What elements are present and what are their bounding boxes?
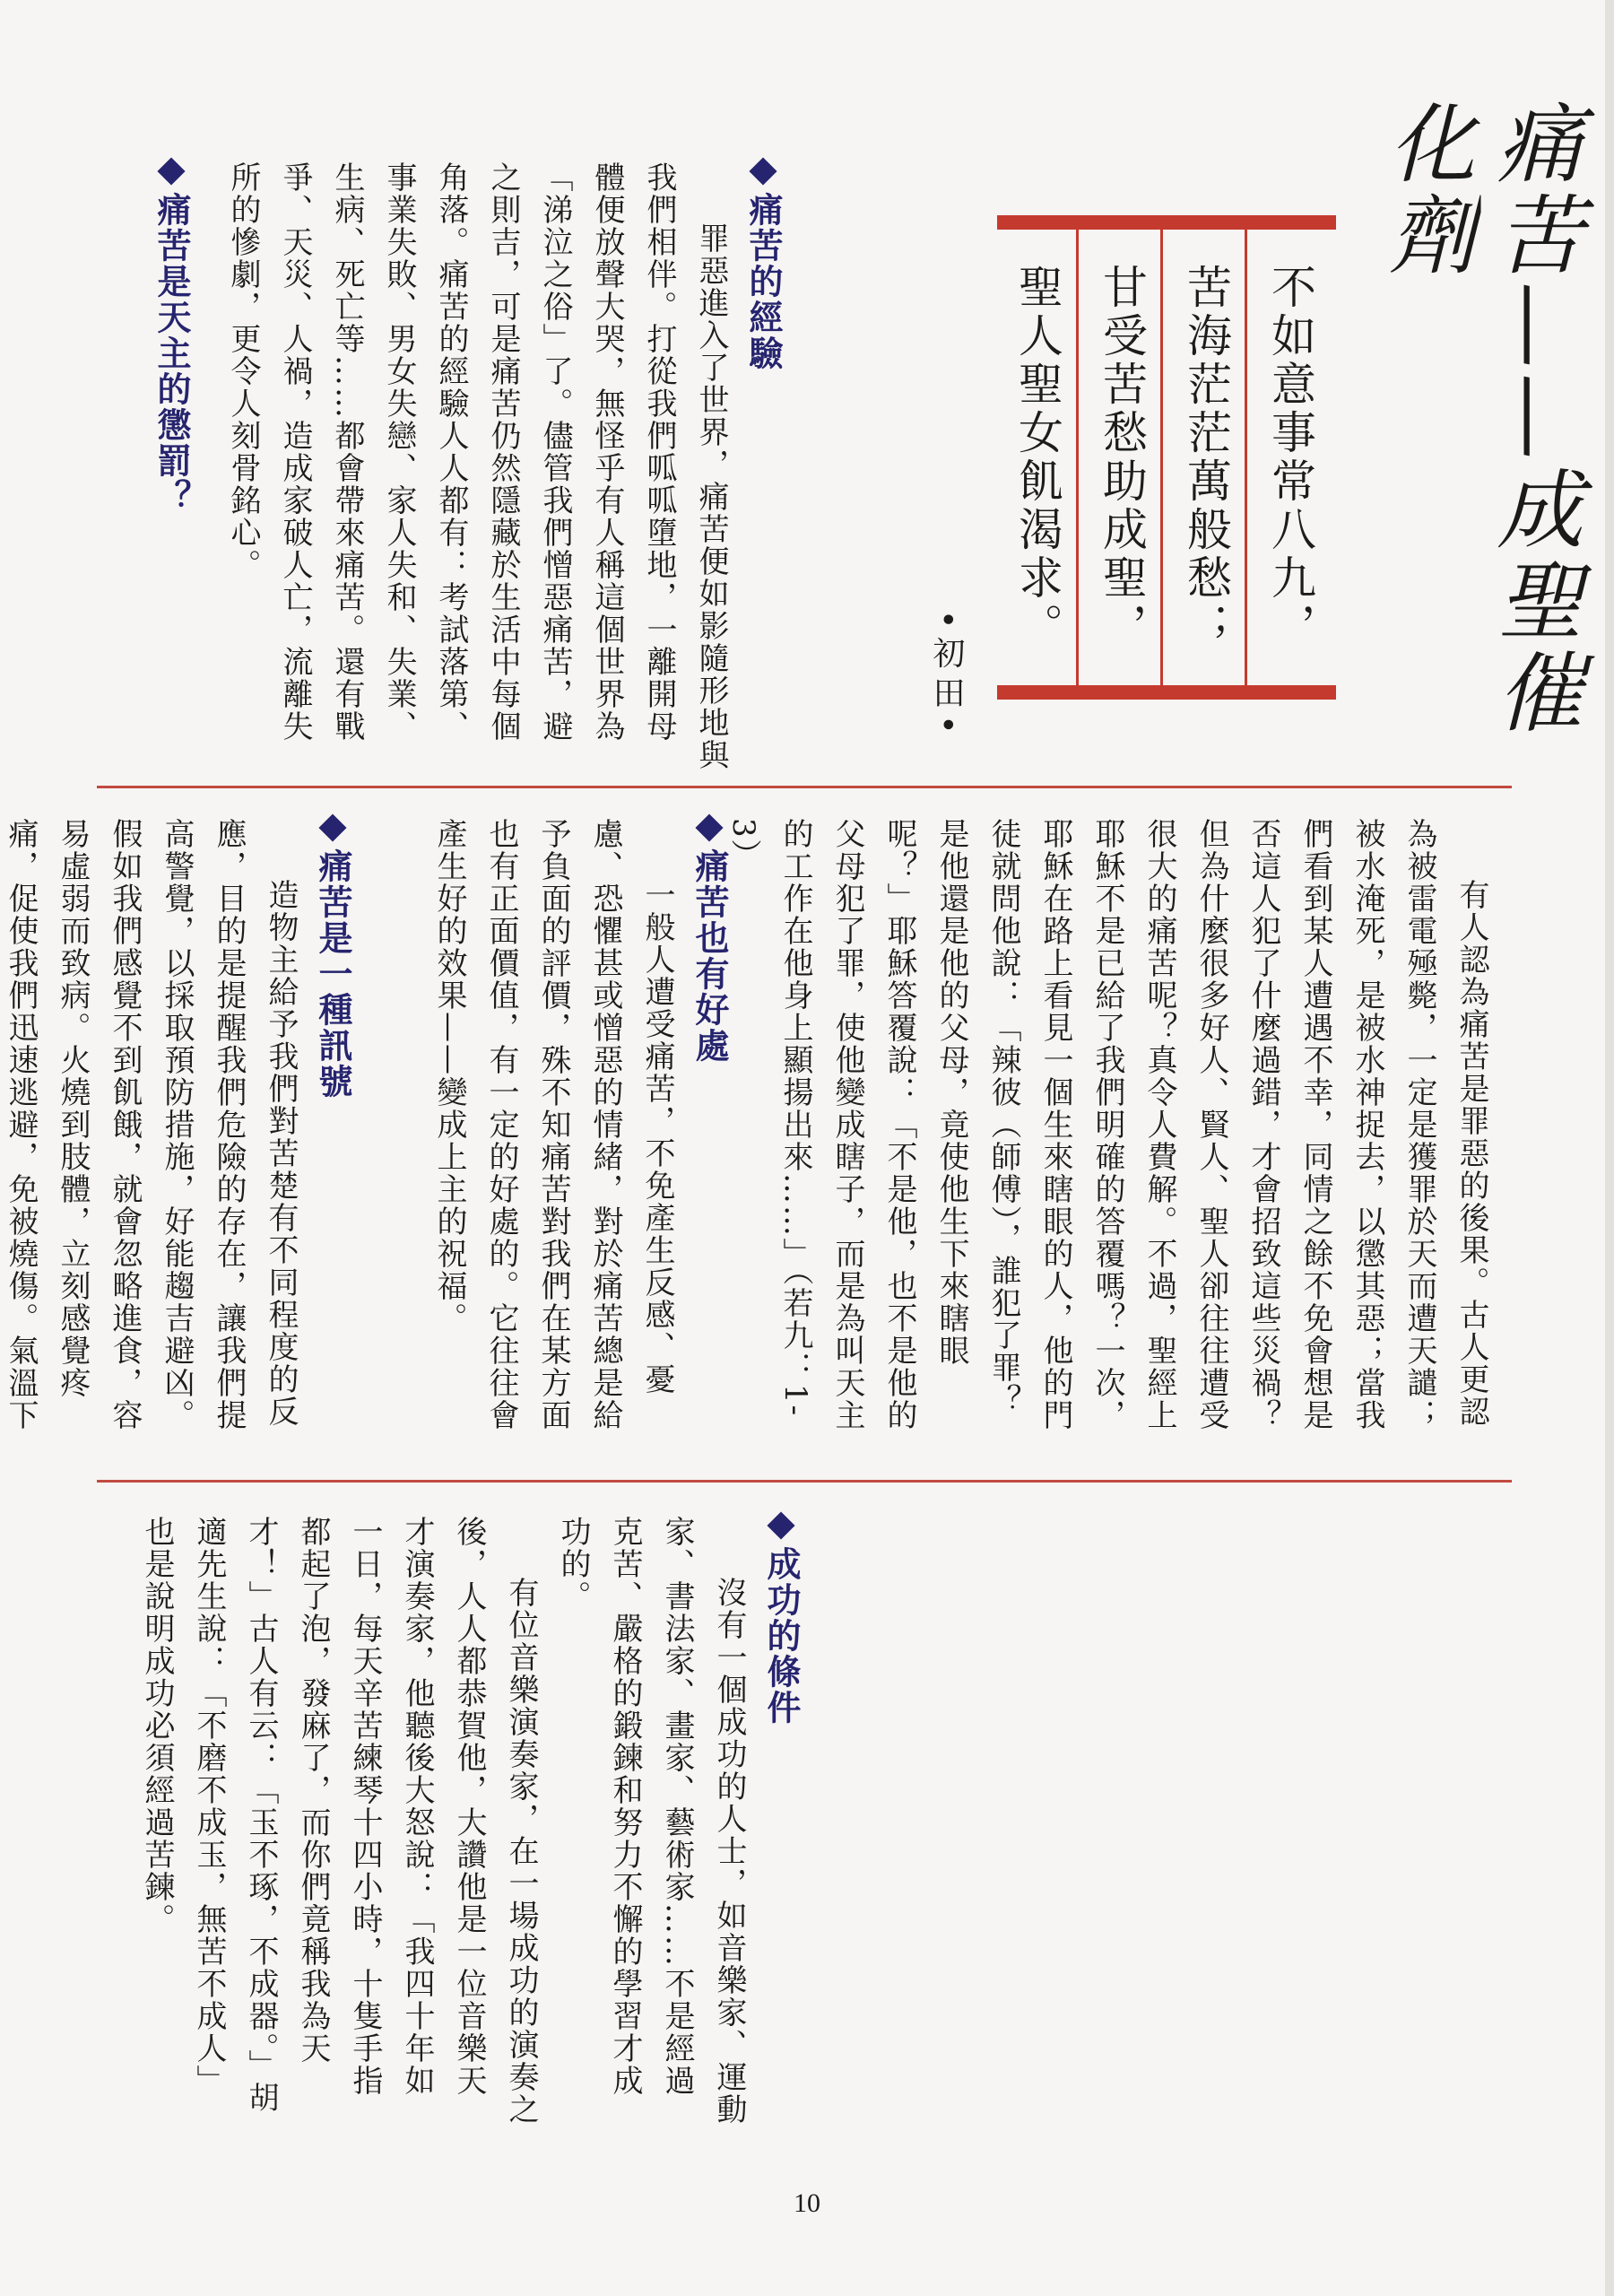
section-experience (197, 161, 789, 771)
paragraph: 有人認為痛苦是罪惡的後果。古人更認為被雷電殛斃，一定是獲罪於天而遭天譴；被水淹死，是被水神捉去，以懲其惡；當我們看到某人遭遇不幸，同情之餘不免會想是否這人犯了什麼過錯，才會招致這些災禍？但為什麼很多好人、賢人、聖人卻往往遭受很大的痛苦呢？真令人費解。不過，聖經上耶穌不是已給了我們明確的答覆嗎？一次，耶穌在路上看見一個生來瞎眼的人，他的門徒就問他說：「辣彼（師傅），誰犯了罪？是他還是他的父母，竟使他生下來瞎眼呢？」耶穌答覆說：「不是他，也不是他的父母犯了罪，使他變成瞎子，而是為叫天主的工作在他身上顯揚出來……」（若九：1-3） (725, 818, 1489, 1431)
paragraph: 沒有一個成功的人士，如音樂家、運動家、書法家、畫家、藝術家……不是經過克苦、嚴格的鍛鍊和努力不懈的學習才成功的。 (555, 1516, 747, 2126)
paragraph: 一般人遭受痛苦，不免產生反感、憂慮、恐懼甚或憎惡的情緒，對於痛苦總是給予負面的評價，殊不知痛苦對我們在某方面也有正面價值，有一定的好處的。它往往會產生好的效果——變成上主的祝福。 (431, 818, 675, 1431)
poem-line-3: 甘受苦愁助成聖， (1096, 264, 1148, 651)
section-divider-red (97, 1480, 1512, 1483)
poem-box (997, 215, 1336, 700)
diamond-bullet-icon (695, 813, 723, 841)
poem-line-1: 不如意事常八九， (1264, 264, 1316, 651)
poem-line-4: 聖人聖女飢渴求。 (1011, 264, 1063, 651)
paragraph: 罪惡進入了世界，痛苦便如影隨形地與我們相伴。打從我們呱呱墮地，一離開母體便放聲大哭，無怪乎有人稱這個世界為「涕泣之俗」了。儘管我們憎惡痛苦，避之則吉，可是痛苦仍然隱藏於生活中每個角落。痛苦的經驗人人都有：考試落第、事業失敗、男女失戀、家人失和、失業、生病、死亡等……都會帶來痛苦。還有戰爭、天災、人禍，造成家破人亡，流離失所的慘劇，更令人刻骨銘心。 (225, 161, 729, 771)
section-signal-continued (861, 1516, 1488, 2126)
section-heading-success: 成功的條件 (755, 1516, 807, 2126)
paragraph: 有位音樂演奏家，在一場成功的演奏之後，人人都恭賀他，大讚他是一位音樂天才演奏家，他聽後大怒說：「我四十年如一日，每天辛苦練琴十四小時，十隻手指都起了泡，發麻了，而你們竟稱我為天才！」古人有云：「玉不琢，不成器。」胡適先生說：「不磨不成玉，無苦不成人」也是說明成功必須經過苦鍊。 (139, 1516, 539, 2126)
diamond-bullet-icon (749, 157, 777, 185)
diamond-bullet-icon (767, 1511, 794, 1539)
section-punishment (90, 161, 197, 771)
poem-divider (1160, 230, 1163, 685)
poem-line-2: 苦海茫茫萬般愁； (1180, 264, 1232, 651)
section-heading-signal: 痛苦是一種訊號 (307, 818, 359, 1446)
diamond-bullet-icon (157, 157, 185, 185)
poem-author: •初田• (928, 610, 965, 742)
poem-bottom-bar (997, 685, 1336, 700)
diamond-bullet-icon (318, 813, 346, 841)
poem-divider (1245, 230, 1247, 685)
article-title: 痛苦——成聖催化劑 (1375, 99, 1584, 739)
section-signal-start (3, 818, 359, 1446)
page-number: 10 (794, 2188, 820, 2218)
poem-top-bar (997, 215, 1336, 230)
section-heading-punishment: 痛苦是天主的懲罰？ (145, 161, 197, 771)
section-success (108, 1516, 807, 2126)
poem-divider (1076, 230, 1079, 685)
page-edge-shadow (1605, 0, 1614, 2296)
section-punishment-body (725, 818, 1497, 1446)
paragraph: 造物主給予我們對苦楚有不同程度的反應，目的是提醒我們危險的存在，讓我們提高警覺，以採取預防措施，好能趨吉避凶。假如我們感覺不到飢餓，就會忽略進食，容易虛弱而致病。火燒到肢體，立刻感覺疼痛，促使我們迅速逃避，免被燒傷。氣溫下 (3, 818, 299, 1431)
section-heading-experience: 痛苦的經驗 (737, 161, 789, 771)
section-heading-benefits: 痛苦也有好處 (683, 818, 735, 1446)
section-benefits (359, 818, 735, 1446)
section-divider-red (97, 786, 1512, 788)
